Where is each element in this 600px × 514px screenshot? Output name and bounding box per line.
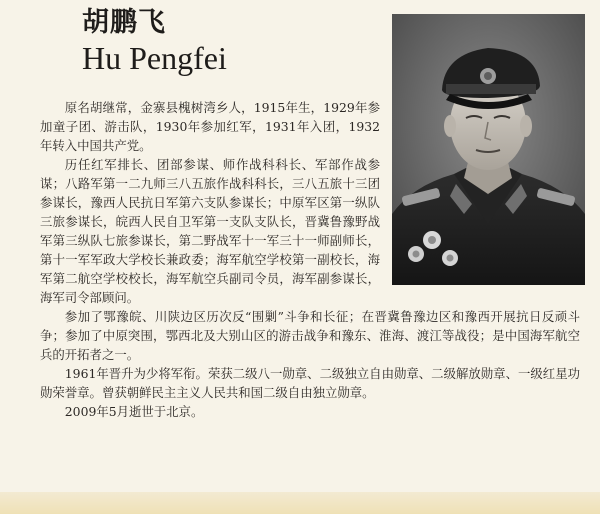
name-english: Hu Pengfei	[82, 40, 227, 76]
bio-paragraph: 原名胡继常，金寨县槐树湾乡人，1915年生，1929年参加童子团、游击队，1930年参加红军，1931年入团，1932年转入中国共产党。	[40, 100, 380, 153]
bio-paragraph: 历任红军排长、团部参谋、师作战科科长、军部作战参谋；八路军第一二九师三八五旅作战科科长，三八五旅十三团参谋长，豫西人民抗日军第六支队参谋长；中原军区第一纵队三旅参谋长，皖西人民自卫军第一支队支队长，晋冀鲁豫野战军第三纵队七旅参谋长，第二野战军十一军三十一师副师长，第十一军军政大学校长兼政委；海军航空学校第一副校长，海军第二航空学校校长，海军航空兵副司令员，海军副参谋长，海军司令部顾问。	[40, 157, 380, 305]
name-chinese: 胡鹏飞	[82, 7, 166, 38]
page-bottom-band	[0, 492, 600, 514]
biography-text	[40, 98, 580, 421]
bio-paragraph: 参加了鄂豫皖、川陕边区历次反“围剿”斗争和长征；在晋冀鲁豫边区和豫西开展抗日反顽斗争；参加了中原突围，鄂西北及大别山区的游击战争和豫东、淮海、渡江等战役；是中国海军航空兵的开拓者之一。	[40, 309, 580, 362]
title-block	[82, 6, 227, 76]
bio-paragraph: 1961年晋升为少将军衔。荣获二级八一勋章、二级独立自由勋章、二级解放勋章、一级红星功勋荣誉章。曾获朝鲜民主主义人民共和国二级自由独立勋章。	[40, 366, 580, 400]
bio-paragraph: 2009年5月逝世于北京。	[64, 404, 204, 419]
